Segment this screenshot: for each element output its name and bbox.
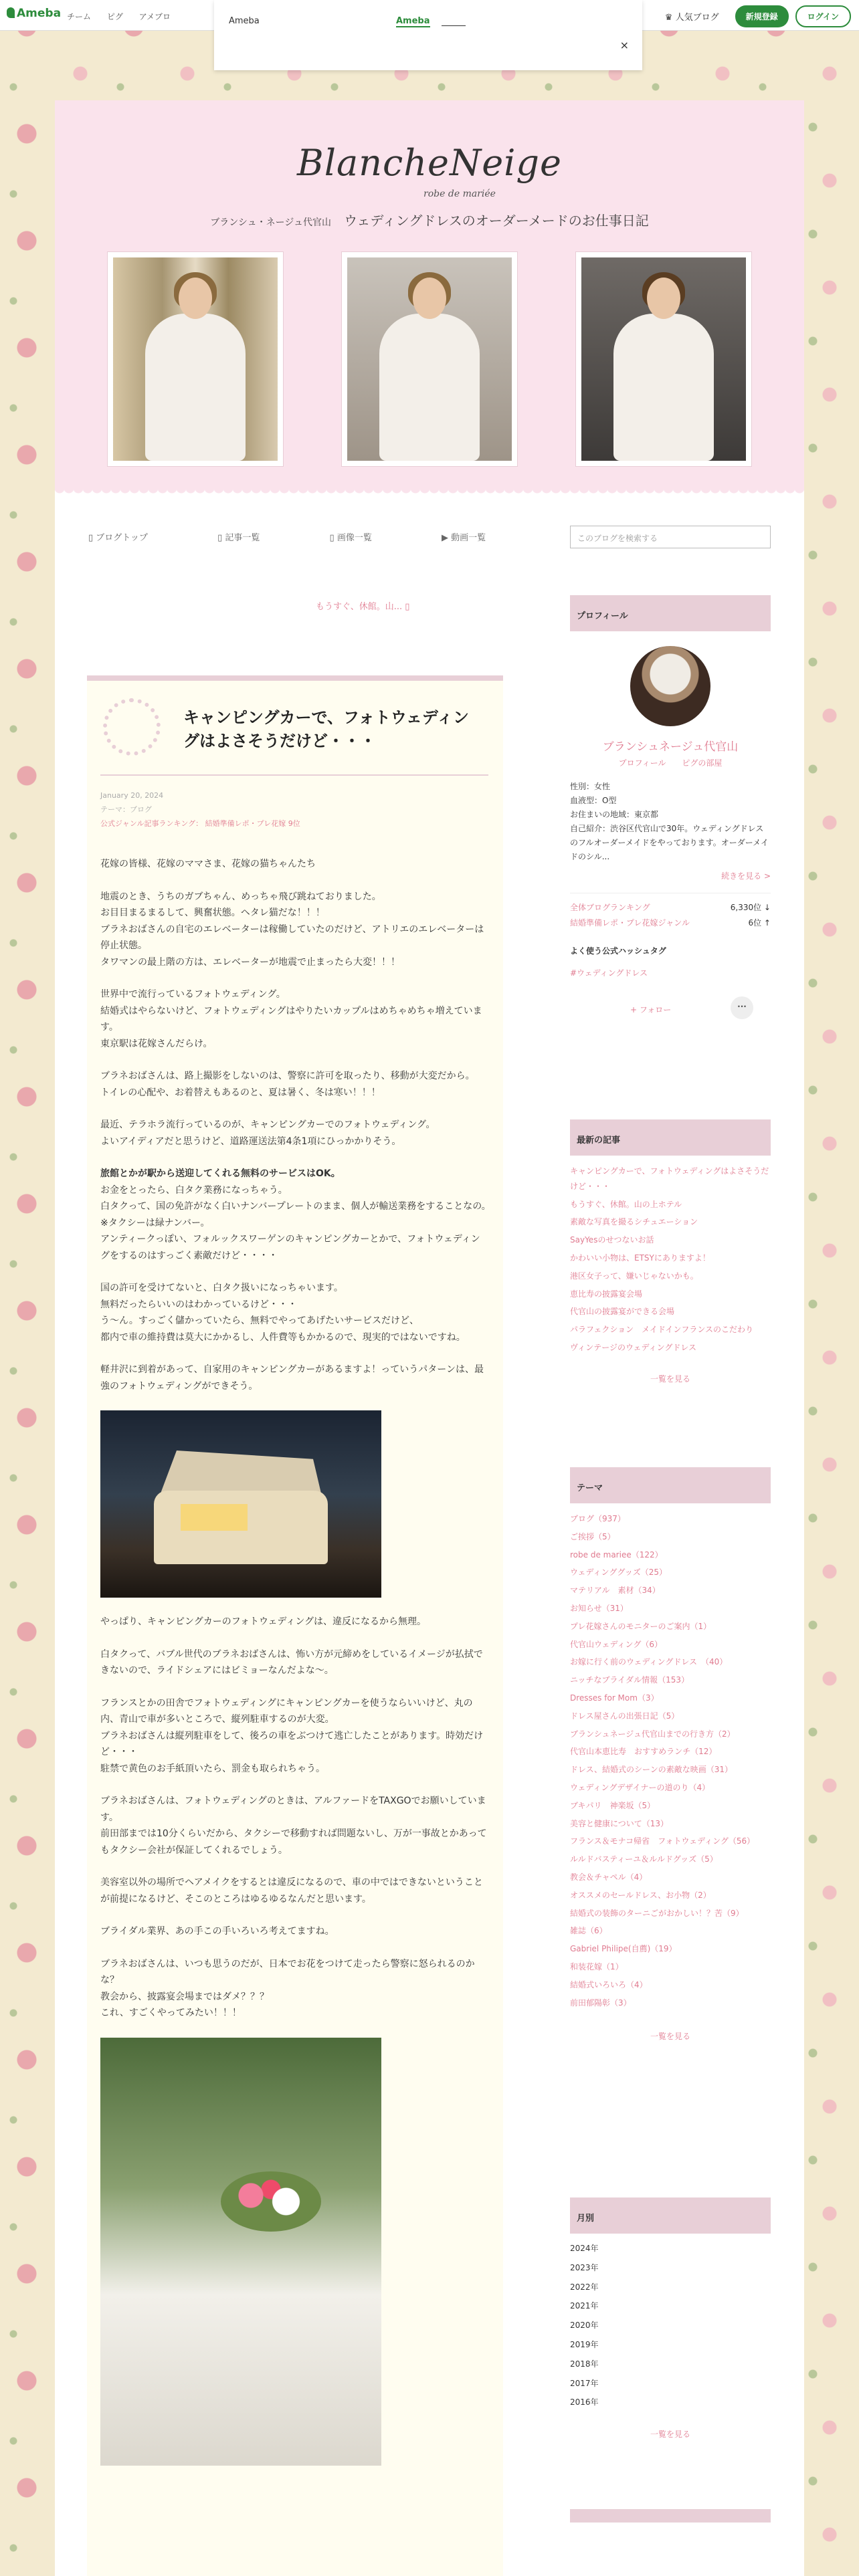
recent-item[interactable]: もうすぐ、休館。山の上ホテル bbox=[570, 1199, 682, 1209]
theme-item[interactable]: ルルドバスティーユ＆ルルドグッズ（5） bbox=[570, 1854, 718, 1864]
sidebar-theme bbox=[570, 1467, 771, 2042]
theme-item[interactable]: ブログ（937） bbox=[570, 1514, 626, 1523]
article-paragraph: ブラネおばさんは、路上撮影をしないのは、警察に許可を取ったり、移動が大変だから。 トイレの心配や、お着替えもあるのと、夏は暑く、冬は寒い！！！ bbox=[100, 1071, 475, 1098]
recent-item[interactable]: キャンピングカーで、フォトウェディングはよさそうだけど・・・ bbox=[570, 1166, 769, 1191]
campervan-image[interactable] bbox=[100, 1410, 381, 1598]
article-paragraph: フランスとかの田舎でフォトウェディングにキャンピングカーを使うならいいけど、丸の内、青山で車が多いところで、縦列駐車するのが大変。 ブラネおばさんは縦列駐車をして、後ろの車をぶつけて逃亡したことがあります。時効だけど・・・ 駐禁で黄色のお手紙頂いたら、罰金も取られちゃう。 bbox=[100, 1697, 484, 1774]
article-paragraph: 最近、テラホラ流行っているのが、キャンピングカーでのフォトウェディング。 よいアイディアだと思うけど、道路運送法第4条1項にひっかかりそう。 bbox=[100, 1119, 436, 1147]
nav-image-list[interactable]: ▯ 画像一覧 bbox=[329, 533, 372, 543]
genre-ranking-label: 結婚準備レポ・プレ花嫁ジャンル bbox=[570, 918, 690, 928]
recent-item[interactable]: 素敵な写真を撮るシチュエーション bbox=[570, 1217, 698, 1227]
close-icon[interactable]: × bbox=[619, 39, 629, 51]
popular-blog-label: 人気ブログ bbox=[675, 13, 719, 23]
overall-ranking-value: 6,330位 ↓ bbox=[730, 903, 771, 912]
sidebar-monthly bbox=[570, 2197, 771, 2440]
monthly-more-link[interactable]: 一覧を見る bbox=[650, 2430, 690, 2440]
nav-image-list-label: 画像一覧 bbox=[337, 533, 372, 543]
theme-list bbox=[570, 1510, 771, 2012]
blog-nav bbox=[88, 530, 553, 543]
theme-item[interactable]: オススメのセールドレス、お小物（2） bbox=[570, 1890, 711, 1900]
recent-item[interactable]: ヴィンテージのウェディングドレス bbox=[570, 1342, 697, 1352]
top-right-actions bbox=[665, 5, 851, 27]
theme-more-link[interactable]: 一覧を見る bbox=[650, 2032, 690, 2042]
search-input-underline[interactable] bbox=[442, 25, 466, 26]
theme-item[interactable]: Gabriel Philipe(自薦)（19） bbox=[570, 1944, 677, 1954]
theme-item[interactable]: 雑誌（6） bbox=[570, 1926, 607, 1936]
theme-item[interactable]: ニッチなブライダル情報（153） bbox=[570, 1675, 690, 1685]
profile-info bbox=[570, 780, 771, 1030]
hashtag-link[interactable]: #ウェディングドレス bbox=[570, 968, 648, 978]
profile-link[interactable]: プロフィール bbox=[618, 758, 666, 768]
article-date: January 20, 2024 bbox=[100, 791, 164, 800]
profile-info-text: 性別：女性 血液型：O型 お住まいの地域：東京都 自己紹介：渋谷区代官山で30年。ウェディングドレスのフルオーダーメイドをやっております。オーダーメイドのシル... bbox=[570, 782, 769, 861]
month-item[interactable]: 2019年 bbox=[570, 2339, 599, 2349]
pinned-entry-label: もうすぐ、休館。山... bbox=[316, 602, 403, 612]
header-photo-2 bbox=[341, 251, 518, 467]
header-photo-1 bbox=[107, 251, 284, 467]
recent-more-link[interactable]: 一覧を見る bbox=[650, 1374, 690, 1384]
recent-heading: 最新の記事 bbox=[570, 1119, 771, 1156]
theme-item[interactable]: ドレス屋さんの出張日記（5） bbox=[570, 1711, 680, 1721]
genre-ranking[interactable] bbox=[570, 916, 771, 931]
nav-blog-top-label: ブログトップ bbox=[96, 533, 148, 543]
theme-item[interactable]: お知らせ（31） bbox=[570, 1603, 628, 1613]
sidebar-profile bbox=[570, 595, 771, 1077]
article-paragraph: 美容室以外の場所でヘアメイクをするとは違反になるので、車の中ではできないということが前提になるけど、そこのところはゆるゆるなんだと思います。 bbox=[100, 1877, 483, 1905]
blog-search-input[interactable]: このブログを検索する bbox=[570, 526, 771, 548]
ameba-logo[interactable] bbox=[7, 7, 61, 20]
month-item[interactable]: 2020年 bbox=[570, 2321, 599, 2331]
top-nav-team[interactable]: チーム bbox=[67, 12, 92, 21]
month-item[interactable]: 2017年 bbox=[570, 2378, 599, 2388]
tagline-shop: ブランシュ・ネージュ代官山 bbox=[210, 217, 332, 228]
top-nav bbox=[67, 11, 184, 22]
theme-item[interactable]: 教会＆チャペル（4） bbox=[570, 1872, 648, 1882]
search-popup-label: Ameba bbox=[229, 16, 260, 26]
theme-item[interactable]: 代官山本恵比寿 おすすめランチ（12） bbox=[570, 1747, 717, 1757]
article bbox=[87, 675, 503, 2576]
top-nav-pigg[interactable]: ピグ bbox=[106, 12, 123, 21]
article-divider bbox=[100, 774, 488, 776]
theme-item[interactable]: フランス＆モナコ帰省 フォトウェディング（56） bbox=[570, 1836, 755, 1846]
article-paragraph: ブライダル業界、あの手この手いろいろ考えてますね。 bbox=[100, 1926, 335, 1937]
theme-item[interactable]: 美容と健康について（13） bbox=[570, 1818, 669, 1828]
register-button[interactable]: 新規登録 bbox=[735, 5, 789, 27]
nav-video-list[interactable]: ▶ 動画一覧 bbox=[441, 533, 486, 543]
month-item[interactable]: 2023年 bbox=[570, 2262, 599, 2272]
article-paragraph: やっぱり、キャンピングカーのフォトウェディングは、違反になるから無理。 bbox=[100, 1616, 427, 1627]
header-photo-3 bbox=[575, 251, 752, 467]
follow-button[interactable]: + フォロー bbox=[630, 1004, 672, 1014]
blog-tagline bbox=[55, 210, 804, 229]
top-nav-ameblo[interactable]: アメブロ bbox=[138, 12, 171, 21]
blog-brand-subtitle: robe de mariée bbox=[423, 189, 496, 199]
profile-more-link[interactable]: 続きを見る > bbox=[721, 871, 771, 881]
theme-item[interactable]: 結婚式いろいろ（4） bbox=[570, 1979, 648, 1990]
theme-item[interactable]: 和装花嫁（1） bbox=[570, 1961, 624, 1971]
overall-ranking-label: 全体ブログランキング bbox=[570, 903, 650, 912]
theme-item[interactable]: 前田郁陽彰（3） bbox=[570, 1998, 632, 2008]
nav-entry-list[interactable]: ▯ 記事一覧 bbox=[217, 533, 260, 543]
month-item[interactable]: 2022年 bbox=[570, 2282, 599, 2292]
article-paragraph: 軽井沢に到着があって、自家用のキャンピングカーがあるますよ！っていうパターンは、最強のフォトウェディングができそう。 bbox=[100, 1364, 484, 1392]
article-paragraph: 世界中で流行っているフォトウェディング。 結婚式はやらないけど、フォトウェディングはやりたいカップルはめちゃめちゃ増えています。 東京駅は花嫁さんだらけ。 bbox=[100, 989, 482, 1049]
recent-item[interactable]: SayYesのせつないお話 bbox=[570, 1235, 654, 1245]
theme-item[interactable]: ブランシュネージュ代官山までの行き方（2） bbox=[570, 1729, 735, 1739]
theme-item[interactable]: ドレス、結婚式のシーンの素敵な映画（31） bbox=[570, 1765, 733, 1775]
hashtag-heading: よく使う公式ハッシュタグ bbox=[570, 946, 666, 956]
avatar[interactable] bbox=[630, 646, 710, 726]
article-wreath-icon bbox=[103, 698, 161, 756]
article-paragraph: お金をとったら、白タク業務になっちゃう。 白タクって、国の免許がなく白いナンバープレートのまま、個人が輸送業務をすることなの。 ※タクシーは緑ナンバー。 アンティークっぽい、フォルックスワーゲンのキャンピングカーとかで、フォトウェディングをするのはすっごく素敵だけど・・・・ bbox=[100, 1184, 486, 1261]
monthly-list bbox=[570, 2239, 771, 2412]
theme-item[interactable]: ウェディングデザイナーの道のり（4） bbox=[570, 1782, 710, 1792]
month-item[interactable]: 2016年 bbox=[570, 2397, 599, 2407]
recent-list bbox=[570, 1162, 771, 1357]
profile-name[interactable]: ブランシュネージュ代官山 bbox=[602, 740, 739, 754]
theme-item[interactable]: robe de mariee（122） bbox=[570, 1549, 663, 1560]
theme-item[interactable]: ご挨拶（5） bbox=[570, 1531, 615, 1541]
article-paragraph: 地震のとき、うちのガブちゃん、めっちゃ飛び跳ねておりました。 お目目まるまるして、興奮状態。ヘタレ猫だな！！！ ブラネおばさんの自宅のエレベーターは稼働していたのだけど、アトリエのエレベーターは停止状態。 タワマンの最上階の方は、エレベーターが地震で止まったら大変！！！ bbox=[100, 891, 484, 968]
article-body bbox=[100, 856, 488, 2466]
login-button[interactable]: ログイン bbox=[795, 5, 851, 27]
tagline-title: ウェディングドレスのオーダーメードのお仕事日記 bbox=[344, 213, 649, 229]
profile-links bbox=[570, 757, 771, 768]
genre-ranking-value: 6位 ↑ bbox=[748, 918, 771, 928]
overall-ranking[interactable] bbox=[570, 900, 771, 916]
recent-item[interactable]: 代官山の披露宴ができる会場 bbox=[570, 1307, 675, 1317]
search-tab-ameba[interactable]: Ameba bbox=[396, 16, 430, 26]
more-options-icon[interactable]: ··· bbox=[731, 996, 753, 1019]
nav-blog-top[interactable]: ▯ ブログトップ bbox=[88, 533, 148, 543]
article-paragraph: 国の許可を受けてないと、白タク扱いになっちゃいます。 無料だったらいいのはわかっているけど・・・ う〜ん。すっごく儲かっていたら、無料でやってあげたいサービスだけど、 都内で車の維持費は莫大にかかるし、人件費等もかかるので、現実的ではないですね。 bbox=[100, 1283, 466, 1343]
theme-heading: テーマ bbox=[570, 1467, 771, 1503]
theme-item[interactable]: 代官山ウェディング（6） bbox=[570, 1639, 662, 1649]
blog-container bbox=[55, 100, 804, 2576]
theme-item[interactable]: ウェディンググッズ（25） bbox=[570, 1568, 667, 1578]
nav-entry-list-label: 記事一覧 bbox=[225, 533, 260, 543]
article-ranking[interactable]: 公式ジャンル記事ランキング： 結婚準備レポ・プレ花嫁 9位 bbox=[100, 819, 300, 828]
ameba-logo-text: Ameba bbox=[17, 7, 62, 20]
article-title[interactable]: キャンピングカーで、フォトウェディングはよさそうだけど・・・ bbox=[183, 708, 469, 750]
blog-header bbox=[55, 100, 804, 488]
sidebar-next-section bbox=[570, 2509, 771, 2523]
blog-brand-logo[interactable]: BlancheNeige bbox=[297, 142, 562, 184]
article-meta bbox=[100, 789, 300, 831]
theme-item[interactable]: マテリアル 素材（34） bbox=[570, 1586, 660, 1596]
recent-item[interactable]: パラフェクション メイドインフランスのこだわり bbox=[570, 1325, 753, 1335]
theme-item[interactable]: ブキパリ 神楽坂（5） bbox=[570, 1800, 656, 1810]
theme-item[interactable]: プレ花嫁さんのモニターのご案内（1） bbox=[570, 1621, 712, 1631]
month-item[interactable]: 2021年 bbox=[570, 2301, 599, 2311]
search-popup bbox=[214, 0, 642, 70]
recent-item[interactable]: 港区女子って、嫌いじゃないかも。 bbox=[570, 1271, 698, 1281]
monthly-heading: 月別 bbox=[570, 2197, 771, 2234]
pinned-entry-link[interactable]: もうすぐ、休館。山... ▯ bbox=[316, 602, 410, 612]
article-theme[interactable]: テーマ：ブログ bbox=[100, 804, 152, 814]
theme-item[interactable]: Dresses for Mom（3） bbox=[570, 1693, 659, 1703]
profile-heading: プロフィール bbox=[570, 595, 771, 631]
theme-item[interactable]: お嫁に行く前のウェディングドレス （40） bbox=[570, 1657, 728, 1667]
article-bold-line: 旅館とかが駅から送迎してくれる無料のサービスはOK。 bbox=[100, 1168, 341, 1179]
article-paragraph: 白タクって、バブル世代のブラネおばさんは、怖い方が元締めをしているイメージが払拭できないので、ライドシェアにはビミョーなんだよな〜。 bbox=[100, 1648, 483, 1676]
nav-video-list-label: 動画一覧 bbox=[451, 533, 486, 543]
pigg-room-link[interactable]: ピグの部屋 bbox=[682, 758, 723, 768]
article-paragraph: 花嫁の皆様、花嫁のママさま、花嫁の猫ちゃんたち bbox=[100, 859, 316, 869]
article-paragraph: ブラネおばさんは、フォトウェディングのときは、アルファードをTAXGOでお願いしています。 前田部までは10分くらいだから、タクシーで移動すれば問題ないし、万が一事故とかあってもタクシー会社が保証してくれるでしょう。 bbox=[100, 1796, 487, 1856]
month-item[interactable]: 2018年 bbox=[570, 2359, 599, 2369]
sidebar-recent bbox=[570, 1119, 771, 1384]
ameba-leaf-icon bbox=[7, 7, 15, 18]
article-paragraph: ブラネおばさんは、いつも思うのだが、日本でお花をつけて走ったら警察に怒られるのかな？ 教会から、披露宴会場まではダメ？？？ これ、すごくやってみたい！！！ bbox=[100, 1958, 475, 2018]
recent-item[interactable]: かわいい小物は、ETSYにありますよ！ bbox=[570, 1253, 710, 1263]
popular-blog-link[interactable]: ♛ 人気ブログ bbox=[664, 13, 719, 23]
theme-item[interactable]: 結婚式の装飾のターニごがおかしい！？苦（9） bbox=[570, 1908, 744, 1918]
recent-item[interactable]: 恵比寿の披露宴会場 bbox=[570, 1289, 643, 1299]
month-item[interactable]: 2024年 bbox=[570, 2244, 599, 2253]
wedding-car-image[interactable] bbox=[100, 2038, 381, 2466]
